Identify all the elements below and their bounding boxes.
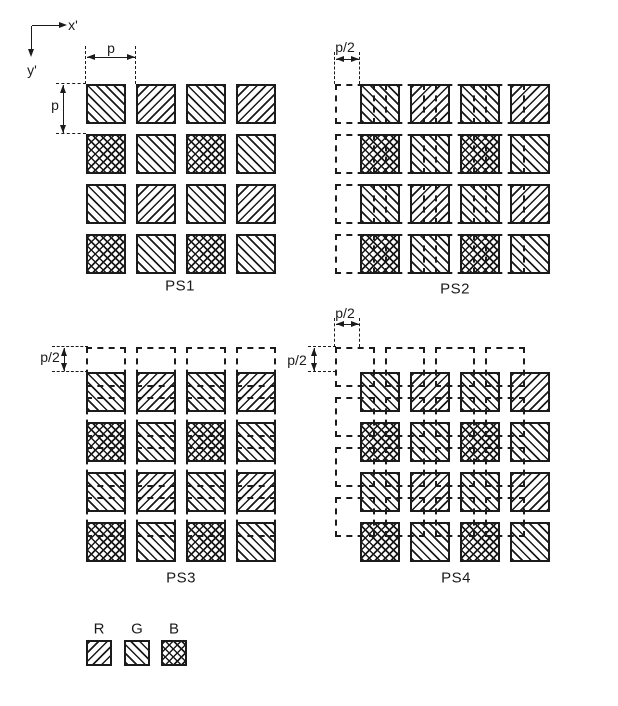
ps2-shifted-tile-r0c3 xyxy=(485,84,525,124)
ps4-shifted-tile-r1c0 xyxy=(335,397,375,437)
ps1-dim-arrowhead-icon xyxy=(127,54,135,60)
ps2-dim-arrowhead-icon xyxy=(351,56,359,62)
ps2-dim-label: p/2 xyxy=(335,39,355,55)
legend-swatch-b xyxy=(161,640,187,666)
ps1-dim-arrowhead-icon xyxy=(87,54,95,60)
ps3-dim-ext-line xyxy=(52,371,88,372)
y-axis-arrowhead-icon xyxy=(28,49,34,57)
ps1-tile-r2c1-r xyxy=(136,184,176,224)
ps1-dim-label: p xyxy=(51,97,59,113)
ps1-tile-r0c3-r xyxy=(236,84,276,124)
ps4-dim-ext-line xyxy=(308,371,336,372)
ps2-shifted-tile-r0c1 xyxy=(385,84,425,124)
ps1-dim-ext-line xyxy=(135,46,136,84)
ps3-shifted-tile-r0c2 xyxy=(186,347,226,387)
ps3-shifted-tile-r3c1 xyxy=(136,497,176,537)
ps2-shifted-tile-r0c2 xyxy=(435,84,475,124)
ps2-shifted-tile-r2c2 xyxy=(435,184,475,224)
ps2-shifted-tile-r3c3 xyxy=(485,234,525,274)
legend-label-g: G xyxy=(131,620,143,638)
ps4-shifted-tile-r3c0 xyxy=(335,497,375,537)
legend-swatch-r xyxy=(86,640,112,666)
ps4-shifted-tile-r3c2 xyxy=(435,497,475,537)
ps3-shifted-tile-r0c1 xyxy=(136,347,176,387)
x-axis-line xyxy=(32,25,60,26)
ps2-shifted-tile-r3c2 xyxy=(435,234,475,274)
ps3-dim-ext-line xyxy=(52,346,88,347)
ps3-dim-arrowhead-icon xyxy=(61,363,67,371)
ps1-label: PS1 xyxy=(165,277,195,295)
ps2-shifted-tile-r1c2 xyxy=(435,134,475,174)
ps2-dim-arrowhead-icon xyxy=(336,56,344,62)
ps3-shifted-tile-r0c0 xyxy=(86,347,126,387)
ps2-shifted-tile-r1c3 xyxy=(485,134,525,174)
ps1-tile-r1c1-g xyxy=(136,134,176,174)
ps1-tile-r1c0-b xyxy=(86,134,126,174)
ps1-tile-r3c0-b xyxy=(86,234,126,274)
ps2-shifted-tile-r3c0 xyxy=(335,234,375,274)
ps4-shifted-tile-r2c0 xyxy=(335,447,375,487)
ps1-tile-r2c2-g xyxy=(186,184,226,224)
ps1-dim-arrowhead-icon xyxy=(60,125,66,133)
ps1-tile-r3c2-b xyxy=(186,234,226,274)
ps3-shifted-tile-r2c0 xyxy=(86,447,126,487)
ps2-dim-ext-line xyxy=(359,52,360,84)
ps1-tile-r0c0-g xyxy=(86,84,126,124)
ps1-tile-r0c2-g xyxy=(186,84,226,124)
ps3-shifted-tile-r1c3 xyxy=(236,397,276,437)
ps1-tile-r3c3-g xyxy=(236,234,276,274)
ps4-dim-ext-line xyxy=(359,318,360,347)
legend-swatch-g xyxy=(124,640,150,666)
ps3-shifted-tile-r3c0 xyxy=(86,497,126,537)
ps4-dim-arrowhead-icon xyxy=(311,348,317,356)
ps1-tile-r2c0-g xyxy=(86,184,126,224)
ps4-shifted-tile-r3c1 xyxy=(385,497,425,537)
ps4-label: PS4 xyxy=(441,569,471,587)
ps4-shifted-tile-r2c3 xyxy=(485,447,525,487)
ps1-tile-r2c3-r xyxy=(236,184,276,224)
ps3-shifted-tile-r1c1 xyxy=(136,397,176,437)
ps3-dim-arrowhead-icon xyxy=(61,348,67,356)
ps3-shifted-tile-r2c1 xyxy=(136,447,176,487)
ps1-tile-r0c1-r xyxy=(136,84,176,124)
ps2-shifted-tile-r2c3 xyxy=(485,184,525,224)
ps4-dim-label: p/2 xyxy=(287,352,307,368)
ps4-shifted-tile-r1c3 xyxy=(485,397,525,437)
ps3-label: PS3 xyxy=(166,569,196,587)
ps3-shifted-tile-r1c0 xyxy=(86,397,126,437)
ps4-shifted-tile-r0c1 xyxy=(385,347,425,387)
ps2-shifted-tile-r1c1 xyxy=(385,134,425,174)
y-axis-label: y' xyxy=(27,62,37,78)
ps4-shifted-tile-r1c1 xyxy=(385,397,425,437)
ps3-shifted-tile-r3c3 xyxy=(236,497,276,537)
ps1-tile-r1c2-b xyxy=(186,134,226,174)
ps1-dim-ext-line xyxy=(56,133,86,134)
ps1-dim-ext-line xyxy=(85,46,86,84)
x-axis-label: x' xyxy=(68,17,78,33)
ps3-shifted-tile-r3c2 xyxy=(186,497,226,537)
ps4-shifted-tile-r0c0 xyxy=(335,347,375,387)
ps2-shifted-tile-r2c0 xyxy=(335,184,375,224)
ps2-shifted-tile-r1c0 xyxy=(335,134,375,174)
ps3-shifted-tile-r2c3 xyxy=(236,447,276,487)
ps4-dim-arrowhead-icon xyxy=(351,321,359,327)
ps4-shifted-tile-r1c2 xyxy=(435,397,475,437)
legend-label-r: R xyxy=(93,620,105,638)
ps4-dim-arrowhead-icon xyxy=(311,363,317,371)
ps2-shifted-tile-r2c1 xyxy=(385,184,425,224)
ps3-shifted-tile-r0c3 xyxy=(236,347,276,387)
ps1-tile-r3c1-g xyxy=(136,234,176,274)
ps4-shifted-tile-r0c3 xyxy=(485,347,525,387)
ps2-shifted-tile-r0c0 xyxy=(335,84,375,124)
ps4-shifted-tile-r2c1 xyxy=(385,447,425,487)
ps3-shifted-tile-r1c2 xyxy=(186,397,226,437)
ps4-shifted-tile-r0c2 xyxy=(435,347,475,387)
ps2-label: PS2 xyxy=(440,280,470,298)
ps2-shifted-tile-r3c1 xyxy=(385,234,425,274)
ps3-dim-label: p/2 xyxy=(40,349,60,365)
ps1-dim-label: p xyxy=(107,40,115,56)
ps3-shifted-tile-r2c2 xyxy=(186,447,226,487)
legend-label-b: B xyxy=(168,620,180,638)
x-axis-arrowhead-icon xyxy=(59,22,67,28)
ps4-shifted-tile-r3c3 xyxy=(485,497,525,537)
ps4-shifted-tile-r2c2 xyxy=(435,447,475,487)
ps1-dim-arrowhead-icon xyxy=(60,85,66,93)
ps4-dim-arrowhead-icon xyxy=(336,321,344,327)
ps4-dim-label: p/2 xyxy=(335,305,355,321)
ps1-tile-r1c3-g xyxy=(236,134,276,174)
y-axis-line xyxy=(31,26,32,50)
